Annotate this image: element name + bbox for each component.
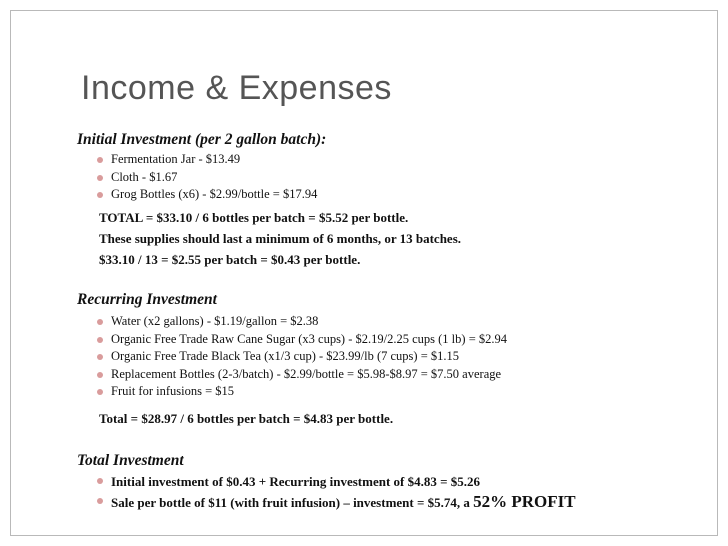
list-item: Grog Bottles (x6) - $2.99/bottle = $17.94 <box>89 186 317 204</box>
bullet-icon <box>97 389 103 395</box>
list-item: Organic Free Trade Black Tea (x1/3 cup) - $23.99/lb (7 cups) = $1.15 <box>89 348 507 366</box>
initial-investment-heading: Initial Investment (per 2 gallon batch): <box>77 131 327 148</box>
list-item: Sale per bottle of $11 (with fruit infusion) – investment = $5.74, a 52% PROFIT <box>89 492 576 513</box>
total-investment-heading: Total Investment <box>77 452 184 469</box>
bullet-icon <box>97 157 103 163</box>
bullet-icon <box>97 354 103 360</box>
bullet-icon <box>97 372 103 378</box>
list-item: Water (x2 gallons) - $1.19/gallon = $2.38 <box>89 313 507 331</box>
bullet-icon <box>97 498 103 504</box>
list-item: Initial investment of $0.43 + Recurring investment of $4.83 = $5.26 <box>89 472 576 492</box>
bullet-icon <box>97 337 103 343</box>
list-item: Replacement Bottles (2-3/batch) - $2.99/bottle = $5.98-$8.97 = $7.50 average <box>89 366 507 384</box>
bullet-icon <box>97 192 103 198</box>
list-item: Organic Free Trade Raw Cane Sugar (x3 cups) - $2.19/2.25 cups (1 lb) = $2.94 <box>89 331 507 349</box>
slide <box>10 10 718 536</box>
list-item: Cloth - $1.67 <box>89 169 317 187</box>
recurring-investment-list <box>89 313 507 401</box>
list-item: Fruit for infusions = $15 <box>89 383 507 401</box>
initial-lifetime-note: These supplies should last a minimum of 6 months, or 13 batches. <box>99 231 462 246</box>
bullet-icon <box>97 319 103 325</box>
bullet-icon <box>97 175 103 181</box>
recurring-total: Total = $28.97 / 6 bottles per batch = $4.83 per bottle. <box>99 411 394 426</box>
bullet-icon <box>97 478 103 484</box>
initial-total: TOTAL = $33.10 / 6 bottles per batch = $5.52 per bottle. <box>99 210 409 225</box>
recurring-investment-heading: Recurring Investment <box>77 291 217 308</box>
total-investment-list <box>89 472 576 513</box>
slide-title: Income & Expenses <box>81 69 392 107</box>
initial-per-bottle: $33.10 / 13 = $2.55 per batch = $0.43 per bottle. <box>99 252 361 267</box>
initial-investment-list <box>89 151 317 204</box>
list-item: Fermentation Jar - $13.49 <box>89 151 317 169</box>
profit-highlight: 52% PROFIT <box>473 492 576 511</box>
